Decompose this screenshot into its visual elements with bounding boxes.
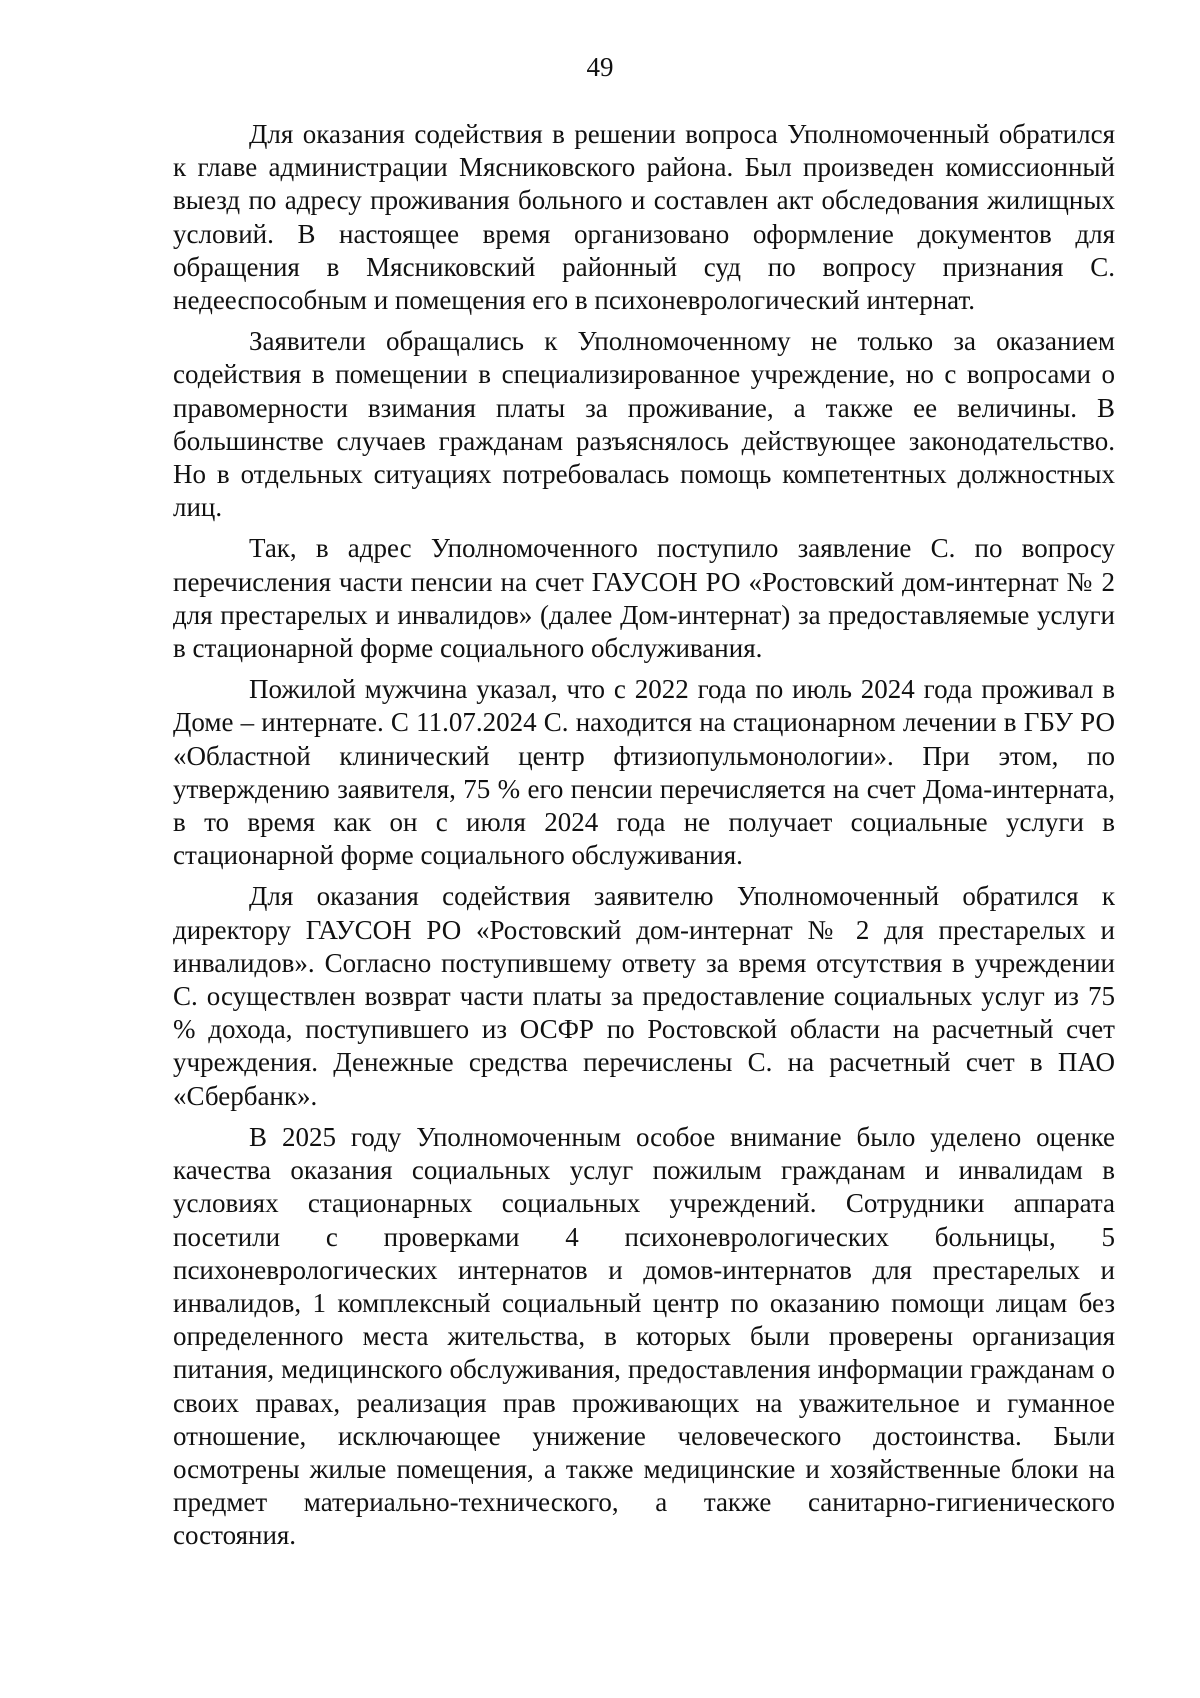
paragraph-refund-result: Для оказания содействия заявителю Уполномоченный обратился к директору ГАУСОН РО «Ростовский дом-интернат № 2 для престарелых и инвалидов». Согласно поступившему ответу за время отсутствия в учреждении С. осуществлен возврат части платы за предоставление социальных услуг из 75 % дохода, поступившего из ОСФР по Ростовской области на расчетный счет учреждения. Денежные средства перечислены С. на расчетный счет в ПАО «Сбербанк».: [173, 881, 1115, 1111]
paragraph-applicants-questions: Заявители обращались к Уполномоченному не только за оказанием содействия в помещении в специализированное учреждение, но с вопросами о правомерности взимания платы за проживание, а также ее величины. В большинстве случаев гражданам разъяснялось действующее законодательство. Но в отдельных ситуациях потребовалась помощь компетентных должностных лиц.: [173, 326, 1115, 523]
paragraph-elderly-man-case: Пожилой мужчина указал, что с 2022 года по июль 2024 года проживал в Доме – интернате. С 11.07.2024 С. находится на стационарном лечении в ГБУ РО «Областной клинический центр фтизиопульмонологии». При этом, по утверждению заявителя, 75 % его пенсии перечисляется на счет Дома-интерната, в то время как он с июля 2024 года не получает социальные услуги в стационарной форме социального обслуживания.: [173, 674, 1115, 871]
document-body: [173, 118, 1115, 1553]
paragraph-commission-visit: Для оказания содействия в решении вопроса Уполномоченный обратился к главе администрации Мясниковского района. Был произведен комиссионный выезд по адресу проживания больного и составлен акт обследования жилищных условий. В настоящее время организовано оформление документов для обращения в Мясниковский районный суд по вопросу признания С. недееспособным и помещения его в психоневрологический интернат.: [173, 119, 1115, 316]
page-number: 49: [586, 52, 614, 82]
paragraph-inspections-2025: В 2025 году Уполномоченным особое внимание было уделено оценке качества оказания социальных услуг пожилым гражданам и инвалидам в условиях стационарных социальных учреждений. Сотрудники аппарата посетили с проверками 4 психоневрологических больницы, 5 психоневрологических интернатов и домов-интернатов для престарелых и инвалидов, 1 комплексный социальный центр по оказанию помощи лицам без определенного места жительства, в которых были проверены организация питания, медицинского обслуживания, предоставления информации гражданам о своих правах, реализация прав проживающих на уважительное и гуманное отношение, исключающее унижение человеческого достоинства. Были осмотрены жилые помещения, а также медицинские и хозяйственные блоки на предмет материально-технического, а также санитарно-гигиенического состояния.: [173, 1121, 1115, 1551]
paragraph-pension-transfer-request: Так, в адрес Уполномоченного поступило заявление С. по вопросу перечисления части пенсии на счет ГАУСОН РО «Ростовский дом-интернат № 2 для престарелых и инвалидов» (далее Дом-интернат) за предоставляемые услуги в стационарной форме социального обслуживания.: [173, 533, 1115, 664]
